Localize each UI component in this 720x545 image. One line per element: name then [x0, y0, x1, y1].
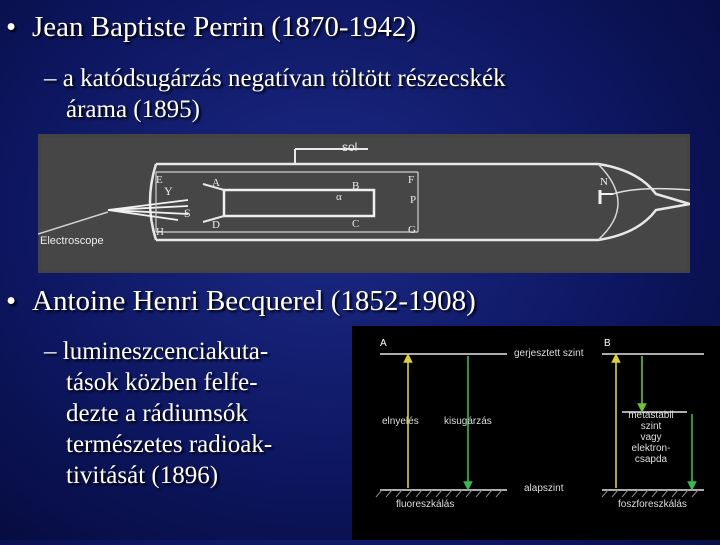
crt-label-a: A	[212, 177, 220, 189]
cathode-ray-tube-drawing	[38, 134, 690, 273]
sub-bullet-becquerel-line2: tások közben felfe-	[66, 369, 258, 396]
cathode-ray-tube-photo	[38, 134, 690, 273]
sub-bullet-perrin-line1: – a katódsugárzás negatívan töltött részecskék	[44, 65, 506, 92]
sub-bullet-perrin-line2: árama (1895)	[66, 96, 200, 123]
phosphorescence-label: foszforeszkálás	[618, 499, 687, 510]
crt-label-h: H	[156, 226, 164, 238]
ground-level-label: alapszint	[524, 483, 564, 494]
bullet-becquerel-text: Antoine Henri Becquerel (1852-1908)	[32, 285, 476, 317]
bullet-dot: •	[6, 285, 17, 317]
crt-label-b: B	[352, 180, 360, 192]
metastable-line3: vagy	[640, 432, 662, 443]
fluorescence-label: fluoreszkálás	[396, 499, 455, 510]
sub-bullet-becquerel-line4: természetes radioak-	[66, 431, 273, 458]
bullet-dot: •	[6, 11, 17, 43]
sub-bullet-becquerel-line3: dezte a rádiumsók	[66, 400, 248, 427]
sub-bullet-becquerel	[44, 336, 344, 491]
crt-label-f: F	[408, 174, 415, 186]
energy-level-diagram	[352, 326, 720, 540]
absorption-label: elnyelés	[382, 416, 419, 427]
metastable-line1: metastabil	[628, 410, 674, 421]
crt-label-y: Y	[164, 184, 173, 198]
metastable-line4: elektron-	[631, 443, 671, 454]
bullet-becquerel	[6, 284, 476, 318]
excited-level-label: gerjesztett szint	[514, 348, 584, 359]
bullet-perrin	[6, 10, 416, 44]
crt-label-s: S	[184, 206, 191, 220]
crt-label-e: E	[156, 174, 163, 186]
crt-label-electroscope: Electroscope	[40, 235, 104, 247]
bullet-perrin-text: Jean Baptiste Perrin (1870-1942)	[32, 11, 417, 43]
crt-label-alpha: α	[336, 191, 342, 203]
crt-label-sol: sol	[342, 140, 358, 154]
crt-label-n: N	[600, 176, 608, 188]
sub-bullet-becquerel-line1: – lumineszcenciakuta-	[44, 338, 269, 365]
metastable-label	[614, 410, 688, 465]
panel-b-label: B	[604, 338, 611, 349]
metastable-line5: csapda	[634, 454, 668, 465]
sub-bullet-becquerel-line5: tivitását (1896)	[66, 462, 219, 489]
metastable-line2: szint	[640, 421, 662, 432]
crt-label-d: D	[212, 219, 220, 231]
sub-bullet-perrin	[44, 63, 506, 125]
crt-label-c: C	[352, 218, 360, 230]
emission-label: kisugárzás	[444, 416, 492, 427]
crt-label-g: G	[408, 224, 416, 236]
crt-label-p: P	[410, 194, 417, 206]
panel-a-label: A	[380, 338, 387, 349]
